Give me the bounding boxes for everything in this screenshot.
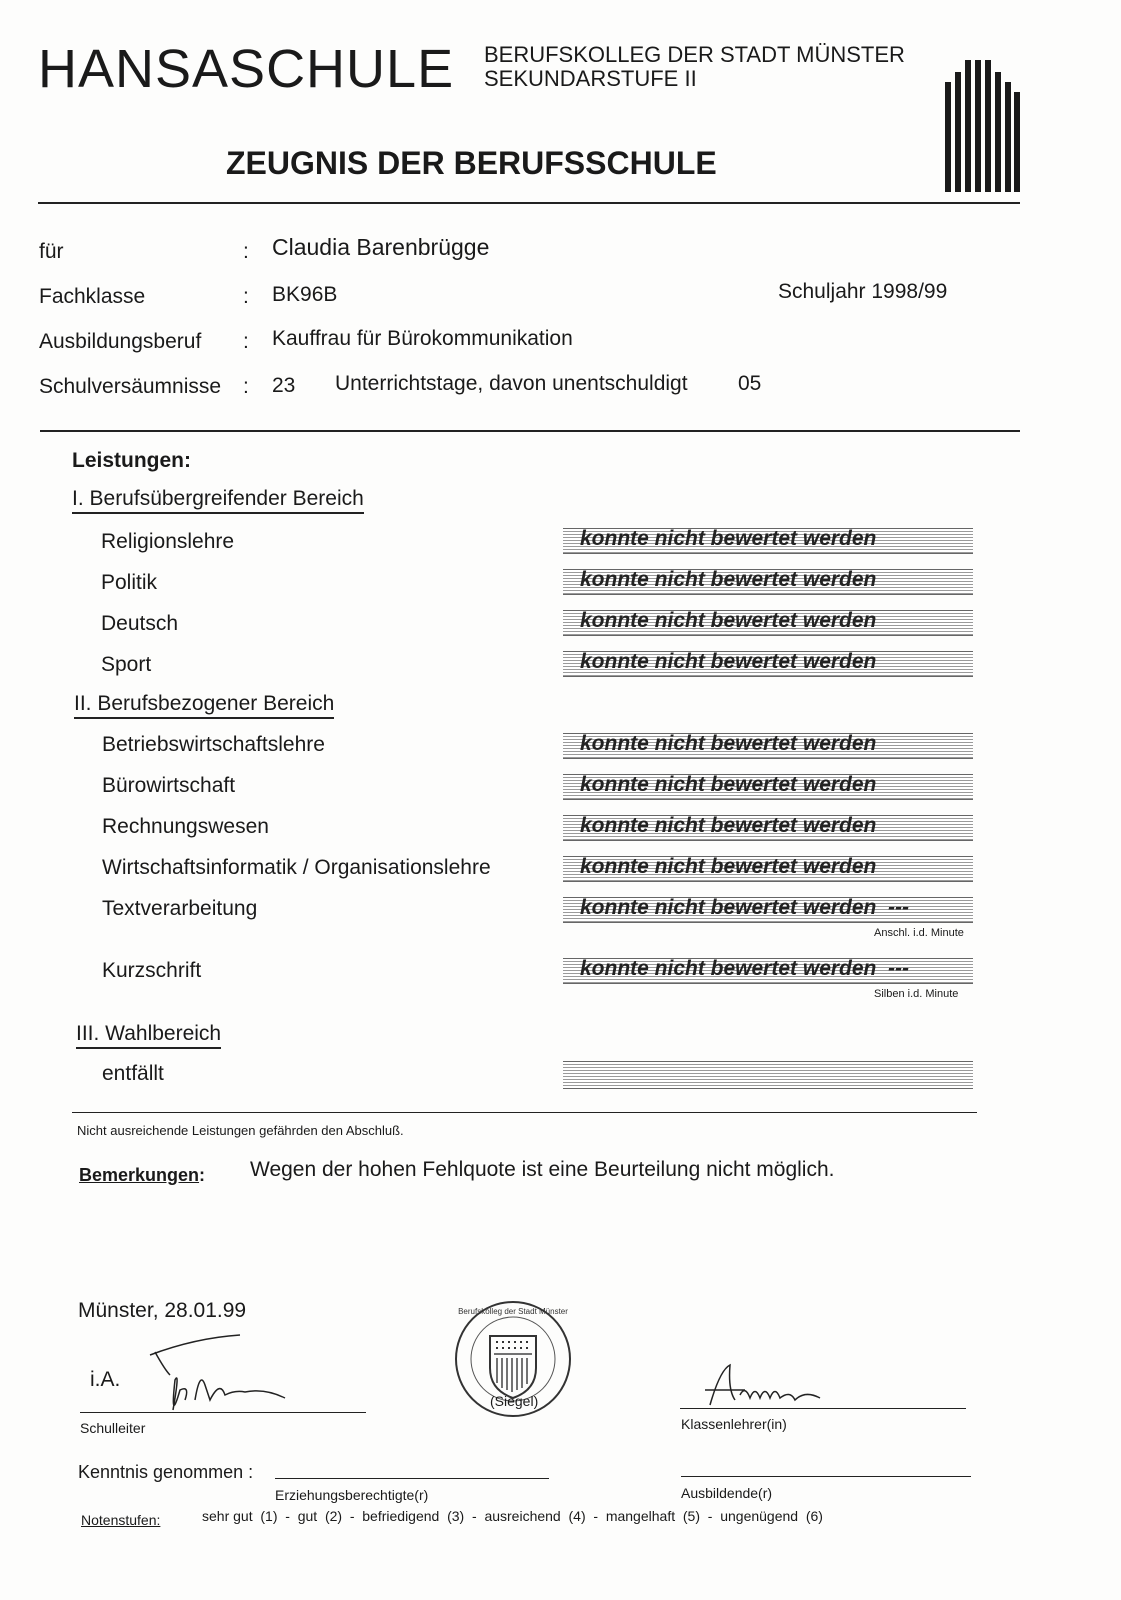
grade-value: konnte nicht bewertet werden xyxy=(580,773,877,796)
grade-field xyxy=(563,528,973,554)
grade-value: konnte nicht bewertet werden xyxy=(580,732,877,755)
beruf-value: Kauffrau für Bürokommunikation xyxy=(272,327,573,350)
school-level: SEKUNDARSTUFE II xyxy=(484,66,697,91)
section-berufsbezogen: II. Berufsbezogener Bereich xyxy=(74,692,334,719)
grade-value: konnte nicht bewertet werden xyxy=(580,650,877,673)
bemerkungen-text: Wegen der hohen Fehlquote ist eine Beurteilung nicht möglich. xyxy=(250,1158,835,1181)
grade-field xyxy=(563,815,973,841)
subject-name: Betriebswirtschaftslehre xyxy=(102,733,325,756)
colon: : xyxy=(243,330,249,353)
subject-name: Kurzschrift xyxy=(102,959,202,982)
schulleiter-signature xyxy=(145,1330,295,1425)
fachklasse-value: BK96B xyxy=(272,283,338,306)
divider xyxy=(40,430,1020,432)
grade-field xyxy=(563,774,973,800)
colon: : xyxy=(243,240,249,263)
versaeumnisse-label: Schulversäumnisse xyxy=(39,375,222,398)
signature-line xyxy=(80,1412,366,1413)
grade-note: Anschl. i.d. Minute xyxy=(874,927,964,939)
grade-note: Silben i.d. Minute xyxy=(874,988,959,1000)
colon: : xyxy=(199,1165,206,1185)
signature-line xyxy=(275,1478,549,1479)
divider xyxy=(38,202,1020,204)
grade-value: konnte nicht bewertet werden xyxy=(580,814,877,837)
grade-field xyxy=(563,856,973,882)
grade-field xyxy=(563,958,973,984)
beruf-label: Ausbildungsberuf xyxy=(39,330,202,353)
grade-field xyxy=(563,569,973,595)
kenntnis-label: Kenntnis genommen : xyxy=(78,1462,254,1482)
klassenlehrer-label: Klassenlehrer(in) xyxy=(681,1416,787,1432)
subject-name: Textverarbeitung xyxy=(102,897,258,920)
schuljahr: Schuljahr 1998/99 xyxy=(778,280,948,303)
subject-name: Sport xyxy=(101,653,152,676)
versaeumnisse-tage: 23 xyxy=(272,374,296,397)
notenstufen-text: sehr gut (1) - gut (2) - befriedigend (3) - ausreichend (4) - mangelhaft (5) - ungenügend (6) xyxy=(202,1508,823,1524)
klassenlehrer-signature xyxy=(700,1360,840,1410)
place-date: Münster, 28.01.99 xyxy=(78,1299,247,1322)
svg-text:Berufskolleg der Stadt Münster: Berufskolleg der Stadt Münster xyxy=(458,1307,568,1316)
grade-value: konnte nicht bewertet werden xyxy=(580,609,877,632)
colon: : xyxy=(243,285,249,308)
school-name: HANSASCHULE xyxy=(38,39,455,99)
ia-label: i.A. xyxy=(90,1368,121,1391)
subject-name: Bürowirtschaft xyxy=(102,774,236,797)
colon: : xyxy=(243,375,249,398)
grade-value: konnte nicht bewertet werden xyxy=(580,568,877,591)
grade-field xyxy=(563,733,973,759)
student-name: Claudia Barenbrügge xyxy=(272,234,490,260)
bemerkungen-label-text: Bemerkungen xyxy=(79,1165,200,1185)
signature-line xyxy=(681,1476,971,1477)
subject-name: entfällt xyxy=(102,1062,164,1085)
erziehung-label: Erziehungsberechtigte(r) xyxy=(275,1487,429,1503)
subject-name: Politik xyxy=(101,571,158,594)
leistungen-heading: Leistungen: xyxy=(72,449,191,472)
notenstufen-label: Notenstufen: xyxy=(81,1512,161,1528)
grade-value: konnte nicht bewertet werden xyxy=(580,855,877,878)
grade-value: konnte nicht bewertet werden --- xyxy=(580,957,910,980)
grade-field xyxy=(563,610,973,636)
bemerkungen-label xyxy=(79,1165,205,1186)
siegel-label: (Siegel) xyxy=(490,1393,539,1409)
section-berufsuebergreifend: I. Berufsübergreifender Bereich xyxy=(72,487,364,514)
fachklasse-label: Fachklasse xyxy=(39,285,146,308)
versaeumnisse-text: Unterrichtstage, davon unentschuldigt xyxy=(335,372,688,395)
unentschuldigt-value: 05 xyxy=(738,372,762,395)
school-subtitle: BERUFSKOLLEG DER STADT MÜNSTER xyxy=(484,42,905,67)
schulleiter-label: Schulleiter xyxy=(80,1420,146,1436)
warning-text: Nicht ausreichende Leistungen gefährden den Abschluß. xyxy=(77,1123,404,1138)
divider xyxy=(72,1112,977,1113)
subject-name: Rechnungswesen xyxy=(102,815,269,838)
ausbildende-label: Ausbildende(r) xyxy=(681,1485,773,1501)
grade-value: konnte nicht bewertet werden xyxy=(580,527,877,550)
grade-field xyxy=(563,1061,973,1089)
document-title: ZEUGNIS DER BERUFSSCHULE xyxy=(226,145,717,181)
grade-value: konnte nicht bewertet werden --- xyxy=(580,896,910,919)
section-wahlbereich: III. Wahlbereich xyxy=(76,1022,221,1049)
grade-field xyxy=(563,897,973,923)
subject-name: Deutsch xyxy=(101,612,179,635)
fuer-label: für xyxy=(39,240,64,263)
school-logo xyxy=(945,60,1020,192)
subject-name: Religionslehre xyxy=(101,530,235,553)
subject-name: Wirtschaftsinformatik / Organisationslehre xyxy=(102,856,491,879)
signature-line xyxy=(680,1408,966,1409)
grade-field xyxy=(563,651,973,677)
